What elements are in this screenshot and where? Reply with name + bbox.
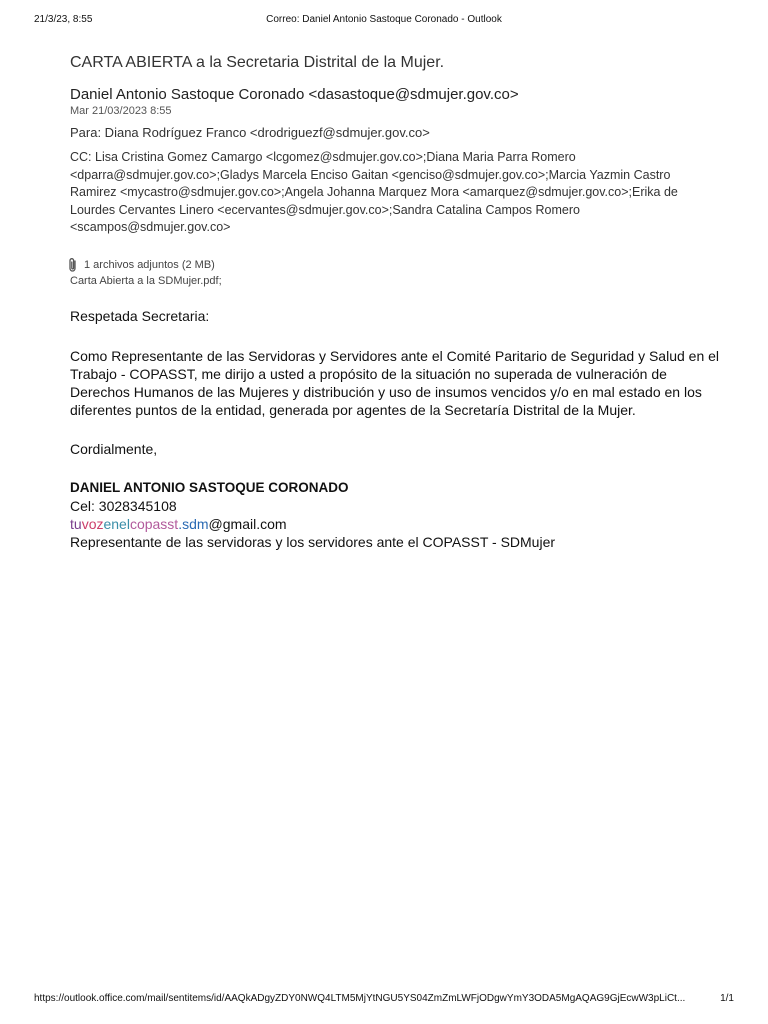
print-url: https://outlook.office.com/mail/sentitems/id/AAQkADgyZDY0NWQ4LTM5MjYtNGU5YS04ZmZmLWFjODgwYmY3ODA5MgAQAG9GjEcwW3pLiCt... <box>34 993 686 1004</box>
signature-email-part: tu <box>70 515 82 532</box>
email-greeting: Respetada Secretaria: <box>70 307 210 324</box>
paperclip-icon <box>66 257 80 273</box>
print-header <box>0 14 768 32</box>
signature-email-part: copasst <box>129 515 179 532</box>
email-to-recipients[interactable]: Para: Diana Rodríguez Franco <drodriguezf@sdmujer.gov.co> <box>70 125 430 140</box>
print-page-number: 1/1 <box>720 993 734 1004</box>
signature-phone: Cel: 3028345108 <box>70 497 177 514</box>
print-title: Correo: Daniel Antonio Sastoque Coronado - Outlook <box>266 14 502 25</box>
email-sender[interactable]: Daniel Antonio Sastoque Coronado <dasastoque@sdmujer.gov.co> <box>70 86 519 103</box>
signature-name: DANIEL ANTONIO SASTOQUE CORONADO <box>70 479 349 495</box>
email-body <box>70 307 720 551</box>
signature-email-link[interactable] <box>70 515 720 533</box>
signature-email-part: .sdm <box>178 515 209 532</box>
attachment-file-link[interactable]: Carta Abierta a la SDMujer.pdf; <box>70 274 222 287</box>
signature-role: Representante de las servidoras y los servidores ante el COPASST - SDMujer <box>70 533 556 550</box>
email-signature <box>70 479 720 551</box>
email-view <box>70 54 720 551</box>
email-subject: CARTA ABIERTA a la Secretaria Distrital de la Mujer. <box>70 54 445 71</box>
attachments-count: 1 archivos adjuntos (2 MB) <box>84 258 215 271</box>
signature-email-part: enel <box>103 515 130 532</box>
email-paragraph: Como Representante de las Servidoras y Servidores ante el Comité Paritario de Seguridad y Salud en el Trabajo - COPASST, me dirijo a usted a propósito de la situación no superada de vulneración de Derechos Humanos de las Mujeres y distribución y uso de insumos vencidos y/o en mal estado en los diferentes puntos de la entidad, generada por agentes de la Secretaría Distrital de la Mujer. <box>70 347 720 418</box>
signature-email-part: voz <box>81 515 104 532</box>
attachments-summary <box>66 257 720 273</box>
print-datetime: 21/3/23, 8:55 <box>34 14 93 25</box>
email-closing: Cordialmente, <box>70 440 158 457</box>
email-cc-recipients[interactable]: CC: Lisa Cristina Gomez Camargo <lcgomez@sdmujer.gov.co>;Diana Maria Parra Romero <dparra@sdmujer.gov.co>;Gladys Marcela Enciso Gaitan <genciso@sdmujer.gov.co>;Marcia Yazmin Castro Ramirez <mycastro@sdmujer.gov.co>;Angela Johanna Marquez Mora <amarquez@sdmujer.gov.co>;Erika de Lourdes Cervantes Linero <ecervantes@sdmujer.gov.co>;Sandra Catalina Campos Romero <scampos@sdmujer.gov.co> <box>70 150 678 234</box>
print-footer <box>0 993 768 1011</box>
signature-email-part: @gmail.com <box>208 515 287 532</box>
email-sent-date: Mar 21/03/2023 8:55 <box>70 105 172 117</box>
